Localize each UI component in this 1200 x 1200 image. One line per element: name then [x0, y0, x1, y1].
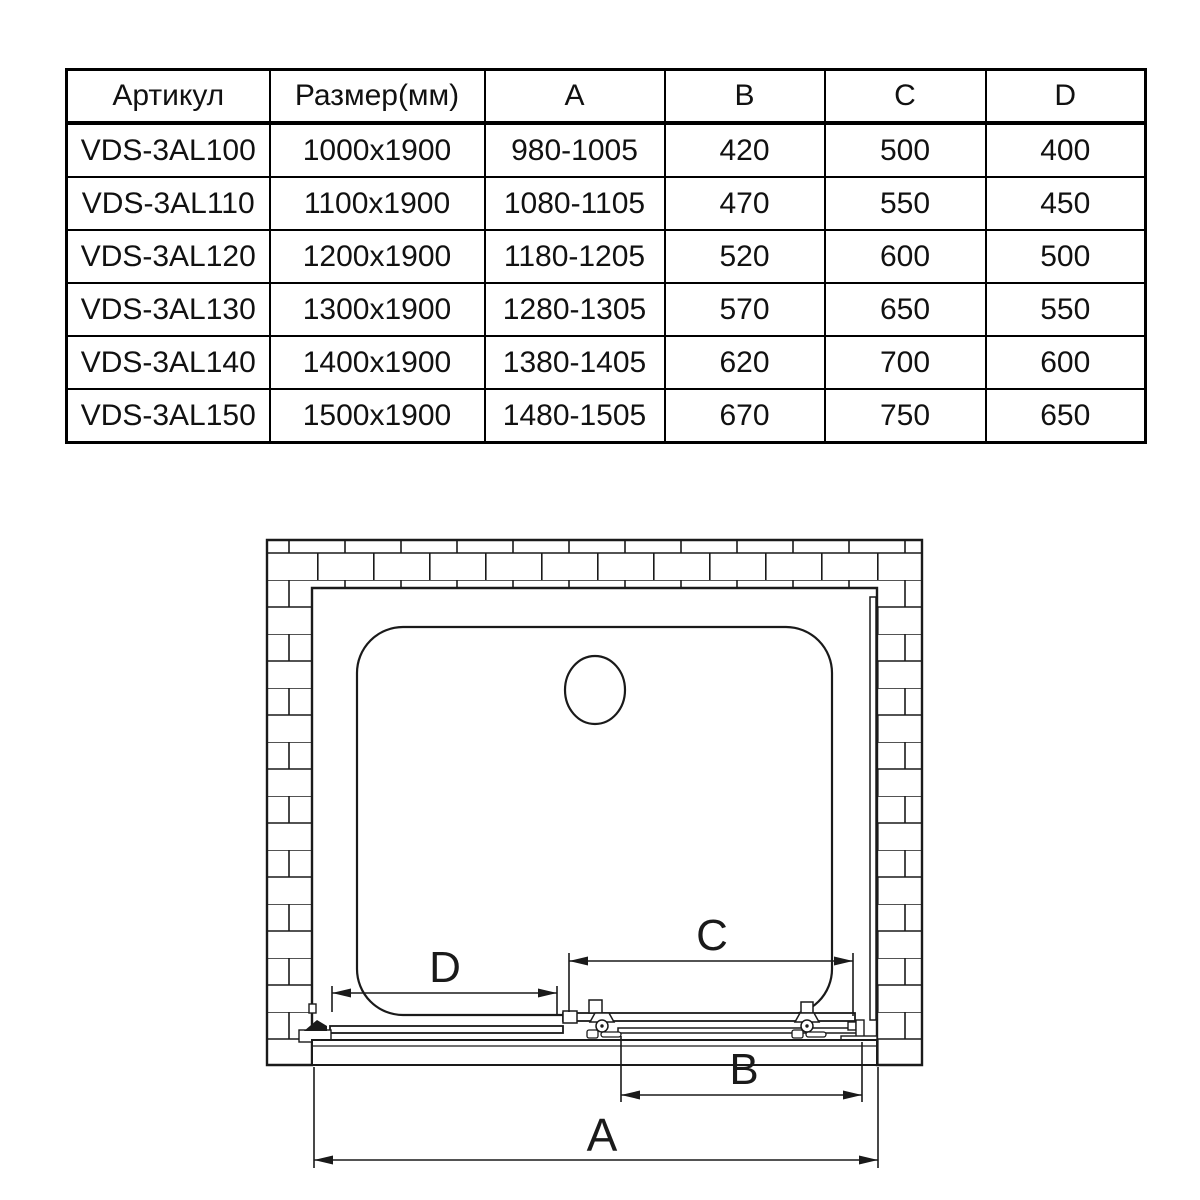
cell-article: VDS-3AL140 — [67, 336, 270, 389]
cell-article: VDS-3AL130 — [67, 283, 270, 336]
cell-a: 1180-1205 — [485, 230, 665, 283]
cell-b: 670 — [665, 389, 825, 443]
cell-d: 400 — [986, 123, 1146, 177]
cell-d: 650 — [986, 389, 1146, 443]
dim-label-b: B — [729, 1045, 759, 1094]
dim-label-a: A — [586, 1109, 618, 1161]
cell-c: 650 — [825, 283, 986, 336]
cell-size: 1200x1900 — [270, 230, 485, 283]
cell-size: 1100x1900 — [270, 177, 485, 230]
cell-a: 1480-1505 — [485, 389, 665, 443]
cell-article: VDS-3AL110 — [67, 177, 270, 230]
cell-c: 750 — [825, 389, 986, 443]
cell-b: 620 — [665, 336, 825, 389]
cell-article: VDS-3AL120 — [67, 230, 270, 283]
fixed-glass-panel — [330, 1026, 563, 1033]
cell-a: 1380-1405 — [485, 336, 665, 389]
cell-c: 550 — [825, 177, 986, 230]
cell-size: 1000x1900 — [270, 123, 485, 177]
cell-size: 1300x1900 — [270, 283, 485, 336]
cell-size: 1400x1900 — [270, 336, 485, 389]
cell-a: 1280-1305 — [485, 283, 665, 336]
cell-d: 500 — [986, 230, 1146, 283]
col-header-a: A — [485, 70, 665, 124]
col-header-d: D — [986, 70, 1146, 124]
cell-a: 1080-1105 — [485, 177, 665, 230]
cell-b: 470 — [665, 177, 825, 230]
cell-c: 700 — [825, 336, 986, 389]
col-header-c: C — [825, 70, 986, 124]
cell-d: 450 — [986, 177, 1146, 230]
col-header-size: Размер(мм) — [270, 70, 485, 124]
cell-article: VDS-3AL100 — [67, 123, 270, 177]
threshold-sill — [312, 1040, 877, 1065]
right-side-panel — [870, 597, 876, 1020]
cell-b: 520 — [665, 230, 825, 283]
cell-b: 570 — [665, 283, 825, 336]
cell-article: VDS-3AL150 — [67, 389, 270, 443]
col-header-article: Артикул — [67, 70, 270, 124]
cell-d: 550 — [986, 283, 1146, 336]
door-panel-end-cap — [563, 1011, 577, 1023]
cell-d: 600 — [986, 336, 1146, 389]
cell-c: 500 — [825, 123, 986, 177]
cell-b: 420 — [665, 123, 825, 177]
col-header-b: B — [665, 70, 825, 124]
cell-c: 600 — [825, 230, 986, 283]
cell-size: 1500x1900 — [270, 389, 485, 443]
dim-label-d: D — [429, 943, 461, 992]
dim-label-c: C — [696, 911, 728, 960]
cell-a: 980-1005 — [485, 123, 665, 177]
